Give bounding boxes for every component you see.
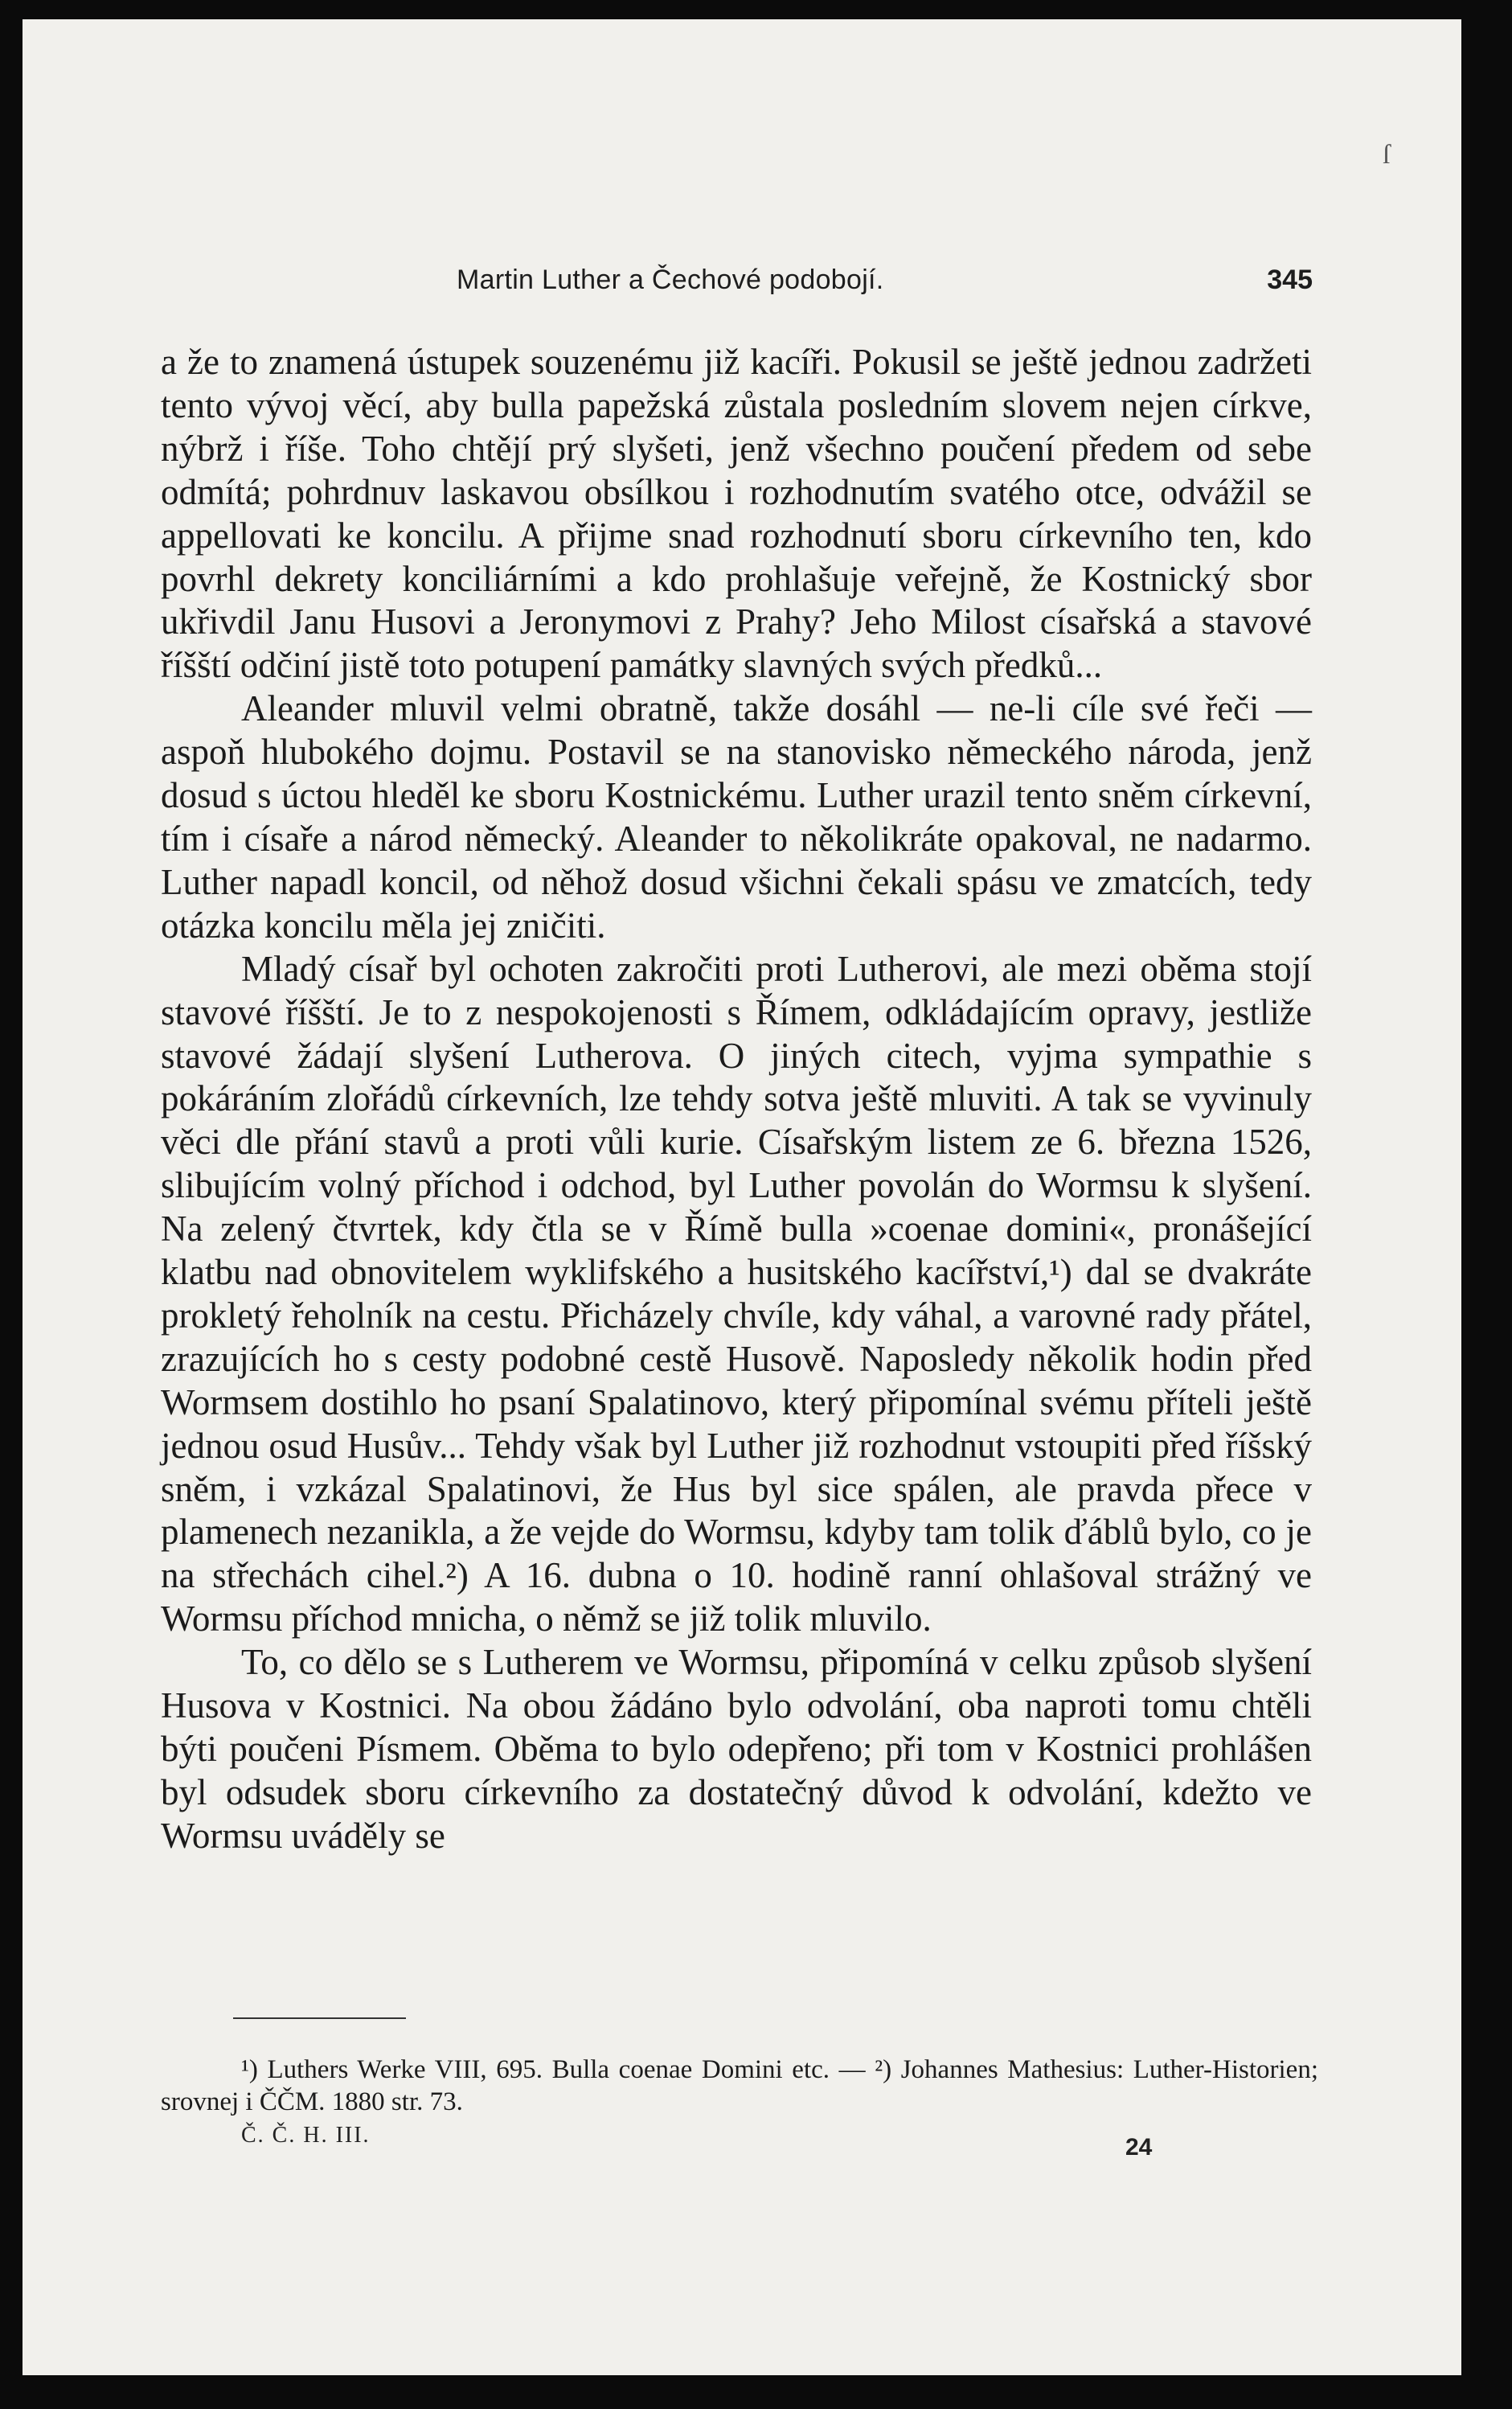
footnote-text: ¹) Luthers Werke VIII, 695. Bulla coenae Domini etc. — ²) Johannes Mathesius: Luther-Historien; srovnej i ČČM. 1880 str. 73. [161, 2055, 1318, 2116]
running-title: Martin Luther a Čechové podobojí. [457, 265, 884, 295]
paragraph-2: Aleander mluvil velmi obratně, takže dosáhl — ne-li cíle své řeči — aspoň hlubokého dojmu. Postavil se na stanovisko německého národa, jenž dosud s úctou hleděl ke sboru Kostnickému. Luther urazil tento sněm církevní, tím i císaře a národ německý. Aleander to několikráte opakoval, ne nadarmo. Luther napadl koncil, od něhož dosud všichni čekali spásu ve zmatcích, tedy otázka koncilu měla jej zničiti. [161, 688, 1312, 946]
stray-mark: ſ [1383, 140, 1391, 170]
footnotes [161, 2054, 1318, 2118]
footnote-divider [233, 2017, 406, 2019]
paragraph-3: Mladý císař byl ochoten zakročiti proti Lutherovi, ale mezi oběma stojí stavové říšští. Je to z nespokojenosti s Římem, odkládajícím opravy, jestliže stavové žádají slyšení Lutherova. O jiných citech, vyjma sympathie s pokáráním zlořádů církevních, lze tehdy sotva ještě mluviti. A tak se vyvinuly věci dle přání stavů a proti vůli kurie. Císařským listem ze 6. března 1526, slibujícím volný příchod i odchod, byl Luther povolán do Wormsu k slyšení. Na zelený čtvrtek, kdy čtla se v Římě bulla »coenae domini«, pronášející klatbu nad obnovitelem wyklifského a husitského kacířství,¹) dal se dvakráte prokletý řeholník na cestu. Přicházely chvíle, kdy váhal, a varovné rady přátel, zrazujících ho s cesty podobné cestě Husově. Naposledy několik hodin před Wormsem dostihlo ho psaní Spalatinovo, který připomínal svému příteli ještě jednou osud Husův... Tehdy však byl Luther již rozhodnut vstoupiti před říšský sněm, i vzkázal Spalatinovi, že Hus byl sice spálen, ale pravda přece v plamenech nezanikla, a že vejde do Wormsu, kdyby tam tolik ďáblů bylo, co je na střechách cihel.²) A 16. dubna o 10. hodině ranní ohlašoval strážný ve Wormsu příchod mnicha, o němž se již tolik mluvilo. [161, 948, 1312, 1640]
signature-mark: Č. Č. H. III. [241, 2123, 371, 2148]
page-number: 345 [1267, 265, 1313, 295]
book-page [23, 19, 1461, 2375]
sheet-number: 24 [1125, 2134, 1153, 2161]
paragraph-4: To, co dělo se s Lutherem ve Wormsu, připomíná v celku způsob slyšení Husova v Kostnici. Na obou žádáno bylo odvolání, oba naproti tomu chtěli býti poučeni Písmem. Oběma to bylo odepřeno; při tom v Kostnici prohlášen byl odsudek sboru církevního za dostatečný důvod k odvolání, kdežto ve Wormsu uváděly se [161, 1642, 1312, 1856]
running-head [457, 265, 1313, 305]
body-text [161, 341, 1312, 1858]
paragraph-1: a že to znamená ústupek souzenému již kacíři. Pokusil se ještě jednou zadržeti tento vývoj věcí, aby bulla papežská zůstala posledním slovem nejen církve, nýbrž i říše. Toho chtějí prý slyšeti, jenž všechno poučení předem od sebe odmítá; pohrdnuv laskavou obsílkou i rozhodnutím svatého otce, odvážil se appellovati ke koncilu. A přijme snad rozhodnutí sboru církevního ten, kdo povrhl dekrety konciliárními a kdo prohlašuje veřejně, že Kostnický sbor ukřivdil Janu Husovi a Jeronymovi z Prahy? Jeho Milost císařská a stavové říšští odčiní jistě toto potupení památky slavných svých předků... [161, 342, 1312, 686]
